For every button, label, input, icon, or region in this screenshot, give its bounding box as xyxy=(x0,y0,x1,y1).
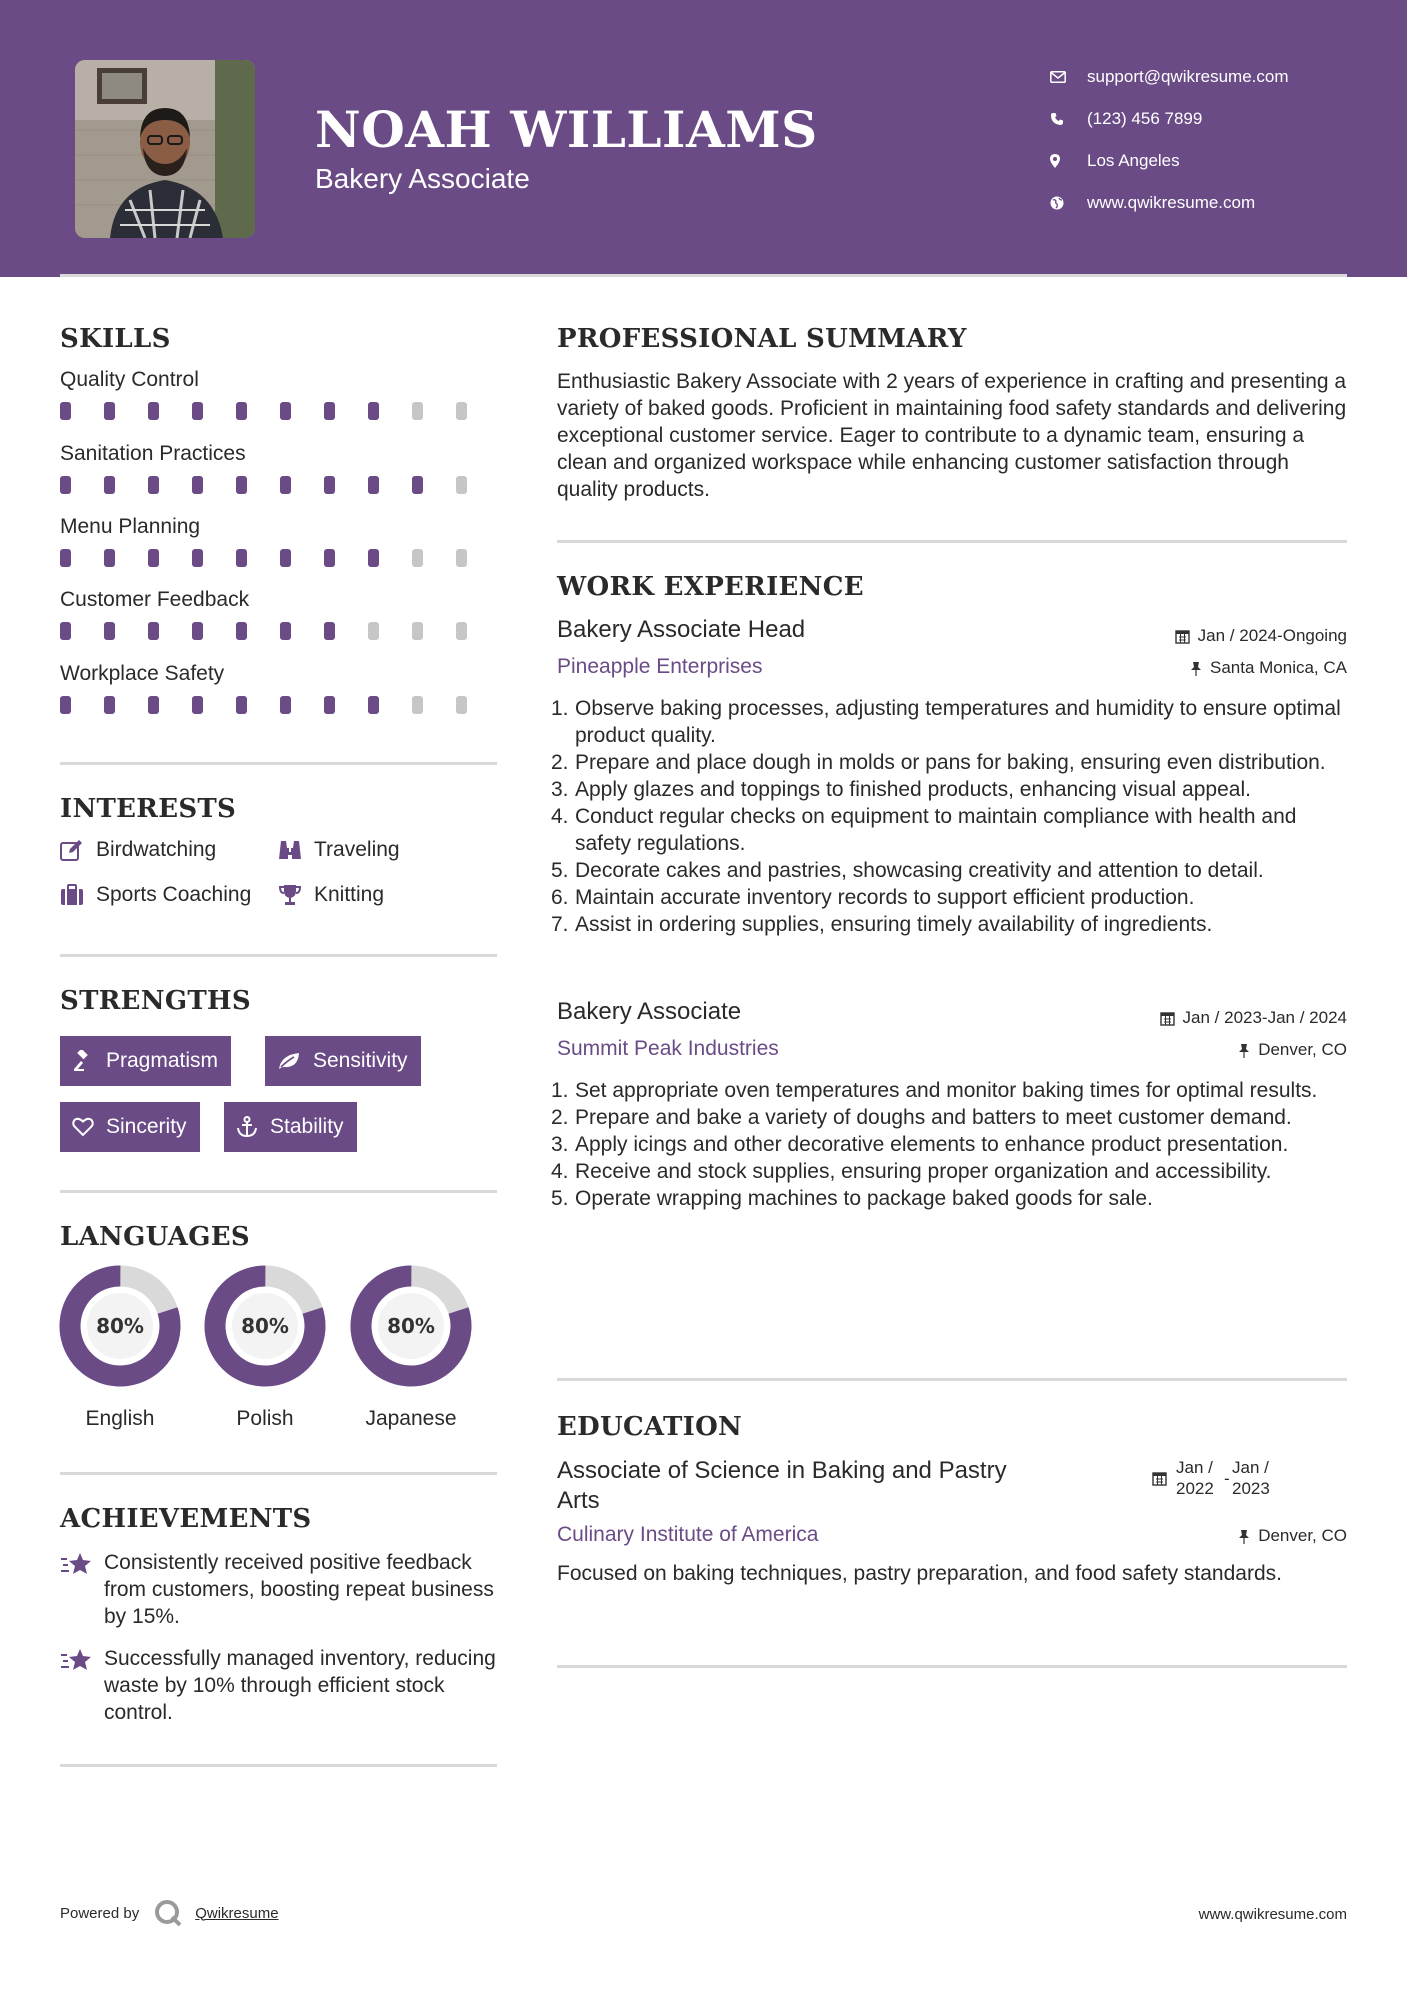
rating-dot-empty xyxy=(456,622,467,640)
rating-dot-empty xyxy=(412,622,423,640)
footer-website[interactable]: www.qwikresume.com xyxy=(1198,1906,1347,1923)
section-divider xyxy=(557,1378,1347,1381)
duty-item: 1. Set appropriate oven temperatures and monitor baking times for optimal results. xyxy=(551,1079,1318,1102)
rating-dot-filled xyxy=(148,402,159,420)
rating-dot-empty xyxy=(412,402,423,420)
job-duties xyxy=(551,695,1352,938)
strength-chip xyxy=(265,1036,421,1086)
gavel-icon xyxy=(72,1050,94,1072)
rating-dot-filled xyxy=(104,622,115,640)
strength-chip xyxy=(224,1102,357,1152)
anchor-icon xyxy=(236,1116,258,1138)
section-divider xyxy=(60,1190,497,1193)
rating-dot-filled xyxy=(60,622,71,640)
rating-dot-filled xyxy=(324,402,335,420)
interest-item xyxy=(60,883,251,907)
skill-item xyxy=(60,662,500,714)
rating-dot-filled xyxy=(192,696,203,714)
star-badge-icon xyxy=(60,1549,104,1630)
heart-icon xyxy=(72,1117,94,1137)
section-divider xyxy=(60,1472,497,1475)
rating-dot-filled xyxy=(192,476,203,494)
strength-label: Pragmatism xyxy=(106,1049,219,1072)
rating-dot-filled xyxy=(368,476,379,494)
rating-dot-empty xyxy=(456,549,467,567)
skill-rating xyxy=(60,476,500,494)
duty-item: 2. Prepare and bake a variety of doughs and batters to meet customer demand. xyxy=(551,1106,1292,1129)
duty-item: 2. Prepare and place dough in molds or pans for baking, ensuring even distribution. xyxy=(551,751,1326,774)
interest-item xyxy=(60,838,216,862)
achievement-item xyxy=(60,1549,500,1630)
job-title: Bakery Associate Head xyxy=(557,616,806,643)
rating-dot-filled xyxy=(236,696,247,714)
interests-heading: INTERESTS xyxy=(60,794,237,824)
header-divider xyxy=(60,274,1347,277)
rating-dot-filled xyxy=(280,402,291,420)
section-divider xyxy=(60,762,497,765)
rating-dot-empty xyxy=(368,622,379,640)
achievement-text: Consistently received positive feedback from customers, boosting repeat business by 15%. xyxy=(104,1551,494,1628)
rating-dot-filled xyxy=(280,549,291,567)
powered-by-label: Powered by xyxy=(60,1904,140,1922)
duty-item: 5. Operate wrapping machines to package baked goods for sale. xyxy=(551,1187,1153,1210)
skill-rating xyxy=(60,696,500,714)
interest-label: Birdwatching xyxy=(96,838,217,861)
education-end: Jan / 2023 xyxy=(1232,1458,1270,1498)
skill-rating xyxy=(60,402,500,420)
section-divider xyxy=(557,1665,1347,1668)
rating-dot-filled xyxy=(368,696,379,714)
job-location-text: Denver, CO xyxy=(1258,1040,1347,1059)
globe-icon xyxy=(1050,196,1087,210)
company-name: Pineapple Enterprises xyxy=(557,655,763,678)
pushpin-icon xyxy=(1238,1043,1250,1058)
language-item xyxy=(349,1264,473,1431)
rating-dot-filled xyxy=(280,622,291,640)
job-location xyxy=(1190,658,1347,678)
candidate-name: NOAH WILLIAMS xyxy=(315,100,818,159)
rating-dot-filled xyxy=(60,402,71,420)
pushpin-icon xyxy=(1238,1529,1250,1544)
skill-item xyxy=(60,588,500,640)
language-percent: 80% xyxy=(387,1314,435,1338)
rating-dot-filled xyxy=(236,402,247,420)
trophy-icon xyxy=(278,884,314,906)
rating-dot-filled xyxy=(60,696,71,714)
rating-dot-empty xyxy=(412,696,423,714)
rating-dot-empty xyxy=(456,402,467,420)
contact-phone-text: (123) 456 7899 xyxy=(1087,109,1203,128)
language-name: English xyxy=(85,1407,155,1430)
strength-label: Stability xyxy=(270,1115,344,1138)
skill-name: Customer Feedback xyxy=(60,588,250,611)
duty-item: 4. Conduct regular checks on equipment to maintain compliance with health and safety regulations. xyxy=(551,805,1297,855)
skill-name: Workplace Safety xyxy=(60,662,225,685)
experience-heading: WORK EXPERIENCE xyxy=(557,572,864,602)
job-title: Bakery Associate xyxy=(557,998,742,1025)
rating-dot-filled xyxy=(368,549,379,567)
duty-item: 6. Maintain accurate inventory records to support efficient production. xyxy=(551,886,1195,909)
rating-dot-filled xyxy=(236,622,247,640)
education-location-text: Denver, CO xyxy=(1258,1526,1347,1545)
skill-rating xyxy=(60,622,500,640)
skill-name: Quality Control xyxy=(60,368,199,391)
calendar-icon xyxy=(1152,1470,1167,1491)
skill-name: Menu Planning xyxy=(60,515,201,538)
rating-dot-empty xyxy=(456,476,467,494)
duty-item: 3. Apply icings and other decorative elements to enhance product presentation. xyxy=(551,1133,1289,1156)
language-percent: 80% xyxy=(96,1314,144,1338)
language-percent: 80% xyxy=(241,1314,289,1338)
education-date-dash: - xyxy=(1224,1469,1230,1488)
skill-name: Sanitation Practices xyxy=(60,442,246,465)
rating-dot-filled xyxy=(148,622,159,640)
contact-location-text: Los Angeles xyxy=(1087,151,1180,170)
job-date-text: Jan / 2024-Ongoing xyxy=(1197,626,1347,645)
profile-photo xyxy=(75,60,255,238)
interest-item xyxy=(278,838,400,862)
rating-dot-filled xyxy=(192,549,203,567)
rating-dot-filled xyxy=(148,696,159,714)
interest-label: Traveling xyxy=(314,838,400,861)
rating-dot-filled xyxy=(60,549,71,567)
envelope-icon xyxy=(1050,71,1087,83)
school-name: Culinary Institute of America xyxy=(557,1523,819,1546)
job-date-text: Jan / 2023-Jan / 2024 xyxy=(1182,1008,1347,1027)
language-progress-ring xyxy=(203,1264,327,1388)
achievements-heading: ACHIEVEMENTS xyxy=(60,1504,312,1534)
contact-phone[interactable] xyxy=(1050,98,1289,140)
degree-title: Associate of Science in Baking and Pastry Arts xyxy=(557,1457,1007,1514)
skill-item xyxy=(60,368,500,420)
job-duties xyxy=(551,1077,1352,1212)
qwikresume-logo-icon xyxy=(153,1898,183,1928)
job-date xyxy=(1160,1008,1347,1028)
rating-dot-filled xyxy=(104,476,115,494)
achievement-item xyxy=(60,1645,500,1726)
section-divider xyxy=(60,954,497,957)
rating-dot-filled xyxy=(412,476,423,494)
summary-text: Enthusiastic Bakery Associate with 2 years of experience in crafting and presenting a variety of baked goods. Proficient in maintaining food safety standards and delivering exceptional customer service. Eager to contribute to a dynamic team, ensuring a clean and organized workspace while enhancing customer satisfaction through quality products. xyxy=(557,370,1347,501)
rating-dot-empty xyxy=(412,549,423,567)
contact-location xyxy=(1050,140,1289,182)
rating-dot-filled xyxy=(148,476,159,494)
phone-icon xyxy=(1050,112,1087,126)
rating-dot-filled xyxy=(324,696,335,714)
rating-dot-filled xyxy=(324,549,335,567)
contact-email-text: support@qwikresume.com xyxy=(1087,67,1289,86)
rating-dot-filled xyxy=(324,622,335,640)
rating-dot-filled xyxy=(192,622,203,640)
contact-list xyxy=(1050,56,1289,224)
strengths-heading: STRENGTHS xyxy=(60,986,251,1016)
rating-dot-filled xyxy=(104,696,115,714)
interest-item xyxy=(278,883,384,907)
company-name: Summit Peak Industries xyxy=(557,1037,779,1060)
duty-item: 7. Assist in ordering supplies, ensuring timely availability of ingredients. xyxy=(551,913,1213,936)
summary-heading: PROFESSIONAL SUMMARY xyxy=(557,324,967,354)
contact-website-text: www.qwikresume.com xyxy=(1087,193,1256,212)
duty-item: 3. Apply glazes and toppings to finished products, enhancing visual appeal. xyxy=(551,778,1251,801)
language-item xyxy=(203,1264,327,1431)
job-location xyxy=(1238,1040,1347,1060)
rating-dot-filled xyxy=(368,402,379,420)
rating-dot-empty xyxy=(456,696,467,714)
skills-heading: SKILLS xyxy=(60,324,171,354)
education-date xyxy=(1152,1457,1270,1499)
language-name: Polish xyxy=(236,1407,294,1430)
rating-dot-filled xyxy=(280,696,291,714)
strength-label: Sensitivity xyxy=(313,1049,408,1072)
rating-dot-filled xyxy=(236,549,247,567)
calendar-icon xyxy=(1175,629,1190,644)
star-badge-icon xyxy=(60,1645,104,1726)
strength-label: Sincerity xyxy=(106,1115,187,1138)
rating-dot-filled xyxy=(148,549,159,567)
contact-website[interactable] xyxy=(1050,182,1289,224)
language-item xyxy=(58,1264,182,1431)
strength-chip xyxy=(60,1102,200,1152)
section-divider xyxy=(557,540,1347,543)
skill-item xyxy=(60,442,500,494)
rating-dot-filled xyxy=(60,476,71,494)
contact-email[interactable] xyxy=(1050,56,1289,98)
calendar-icon xyxy=(1160,1011,1175,1026)
duty-item: 1. Observe baking processes, adjusting temperatures and humidity to ensure optimal product quality. xyxy=(551,697,1341,747)
strength-chip xyxy=(60,1036,231,1086)
job-date xyxy=(1175,626,1347,646)
language-name: Japanese xyxy=(365,1407,457,1430)
rating-dot-filled xyxy=(324,476,335,494)
location-pin-icon xyxy=(1050,154,1087,168)
duty-item: 5. Decorate cakes and pastries, showcasing creativity and attention to detail. xyxy=(551,859,1264,882)
leaf-icon xyxy=(277,1051,301,1071)
rating-dot-filled xyxy=(192,402,203,420)
binoculars-icon xyxy=(278,839,314,861)
rating-dot-filled xyxy=(280,476,291,494)
achievement-text: Successfully managed inventory, reducing waste by 10% through efficient stock control. xyxy=(104,1647,496,1724)
rating-dot-filled xyxy=(104,402,115,420)
education-heading: EDUCATION xyxy=(557,1412,743,1442)
duty-item: 4. Receive and stock supplies, ensuring proper organization and accessibility. xyxy=(551,1160,1272,1183)
briefcase-icon xyxy=(60,884,96,906)
section-divider xyxy=(60,1764,497,1767)
interest-label: Knitting xyxy=(314,883,385,906)
languages-heading: LANGUAGES xyxy=(60,1222,250,1252)
rating-dot-filled xyxy=(236,476,247,494)
skill-item xyxy=(60,515,500,567)
job-location-text: Santa Monica, CA xyxy=(1209,658,1347,677)
resume-header xyxy=(0,0,1407,277)
interest-label: Sports Coaching xyxy=(96,883,252,906)
rating-dot-filled xyxy=(104,549,115,567)
language-progress-ring xyxy=(349,1264,473,1388)
pushpin-icon xyxy=(1190,661,1202,676)
candidate-title: Bakery Associate xyxy=(315,163,530,194)
education-start: Jan / 2022 xyxy=(1176,1458,1214,1498)
qwikresume-link[interactable]: Qwikresume xyxy=(195,1904,279,1922)
education-location xyxy=(1238,1526,1347,1546)
skill-rating xyxy=(60,549,500,567)
language-progress-ring xyxy=(58,1264,182,1388)
powered-by xyxy=(60,1898,279,1928)
pencil-square-icon xyxy=(60,839,96,861)
education-description: Focused on baking techniques, pastry preparation, and food safety standards. xyxy=(557,1562,1282,1585)
